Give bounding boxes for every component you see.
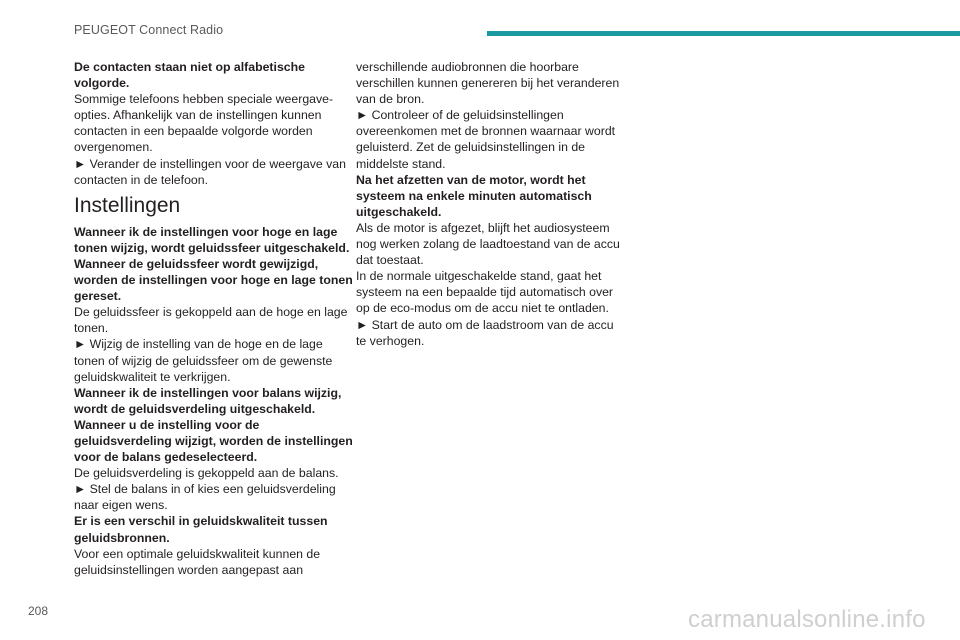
bold-paragraph: Wanneer de geluidssfeer wordt gewijzigd, worden de instellingen voor hoge en lage tonen gereset. <box>74 256 353 304</box>
paragraph: verschillende audiobronnen die hoorbare verschillen kunnen genereren bij het veranderen van de bron. <box>356 60 620 107</box>
paragraph: ► Wijzig de instelling van de hoge en de lage tonen of wijzig de geluidssfeer om de gewenste geluidskwaliteit te verkrijgen. <box>74 337 333 384</box>
bold-paragraph: De contacten staan niet op alfabetische volgorde. <box>74 60 305 91</box>
right-column <box>356 59 626 349</box>
paragraph: ► Verander de instellingen voor de weergave van contacten in de telefoon. <box>74 156 346 187</box>
paragraph: ► Start de auto om de laadstroom van de accu te verhogen. <box>356 317 614 348</box>
paragraph: De geluidssfeer is gekoppeld aan de hoge en lage tonen. <box>74 305 348 336</box>
bold-paragraph: Wanneer u de instelling voor de geluidsverdeling wijzigt, worden de instellingen voor de balans gedeselecteerd. <box>74 417 353 465</box>
bold-paragraph: Wanneer ik de instellingen voor hoge en lage tonen wijzig, wordt geluidssfeer uitgeschakeld. <box>74 224 350 255</box>
paragraph: ► Controleer of de geluidsinstellingen overeenkomen met de bronnen waarnaar wordt geluisterd. Zet de geluidsinstellingen in de middelste stand. <box>356 108 616 171</box>
paragraph: Voor een optimale geluidskwaliteit kunnen de geluidsinstellingen worden aangepast aan <box>74 546 321 577</box>
paragraph: De geluidsverdeling is gekoppeld aan de balans. <box>74 466 339 481</box>
bold-paragraph: Wanneer ik de instellingen voor balans wijzig, wordt de geluidsverdeling uitgeschakeld. <box>74 385 342 416</box>
paragraph: Als de motor is afgezet, blijft het audiosysteem nog werken zolang de laadtoestand van de accu dat toestaat. <box>356 220 620 268</box>
bold-paragraph: Er is een verschil in geluidskwaliteit tussen geluidsbronnen. <box>74 514 328 545</box>
left-column <box>74 59 356 578</box>
paragraph: In de normale uitgeschakelde stand, gaat het systeem na een bepaalde tijd automatisch over op de eco-modus om de accu niet te ontladen. <box>356 269 614 316</box>
paragraph: Sommige telefoons hebben speciale weergave-opties. Afhankelijk van de instellingen kunnen contacten in een bepaalde volgorde worden overgenomen. <box>74 92 334 155</box>
bold-paragraph: Na het afzetten van de motor, wordt het systeem na enkele minuten automatisch uitgeschakeld. <box>356 172 592 219</box>
page-number: 208 <box>28 604 49 618</box>
paragraph: ► Stel de balans in of kies een geluidsverdeling naar eigen wens. <box>74 482 336 513</box>
header-title: PEUGEOT Connect Radio <box>74 23 224 37</box>
header-accent-bar <box>487 31 960 36</box>
section-heading: Instellingen <box>74 193 181 217</box>
watermark: carmanualsonline.info <box>688 606 926 633</box>
